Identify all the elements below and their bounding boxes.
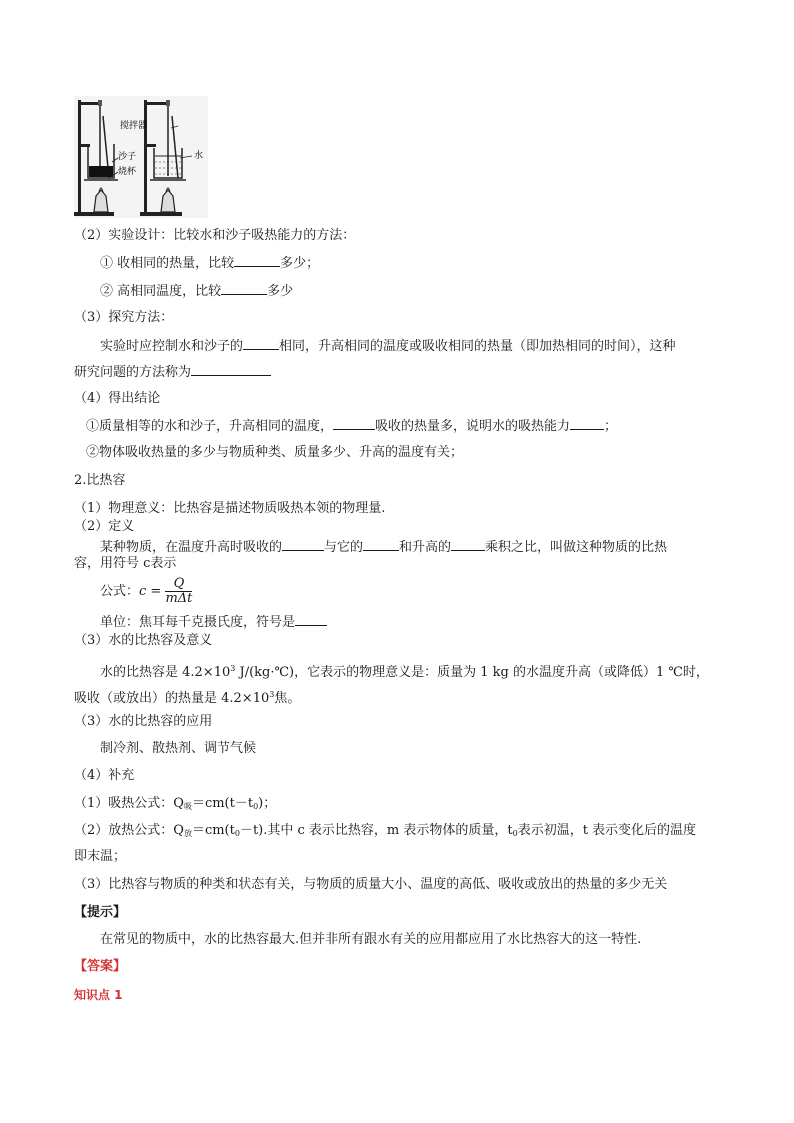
blank[interactable] <box>221 281 267 295</box>
blank[interactable] <box>570 416 604 430</box>
formula-line: 公式：c = $\frac{Q}{\text{mΔt}}$ <box>100 576 193 606</box>
definition-line-2: 容，用符号 c表示 <box>74 556 177 571</box>
definition-heading: （2）定义 <box>74 519 135 534</box>
method-line-2: 研究问题的方法称为 <box>74 362 271 382</box>
blank[interactable] <box>282 537 324 551</box>
blank[interactable] <box>451 537 485 551</box>
answer-heading: 【答案】 <box>74 959 127 974</box>
note-3: （3）比热容与物质的种类和状态有关，与物质的质量大小、温度的高低、吸收或放出的热量的多少无关 <box>74 877 668 892</box>
formula-numerator: Q <box>165 577 192 592</box>
blank[interactable] <box>234 253 280 267</box>
meaning-line: （1）物理意义：比热容是描述物质吸热本领的物理量. <box>74 501 386 516</box>
conclusion-heading: （4）得出结论 <box>74 391 161 406</box>
water-line-2: 吸收（或放出）的热量是 $4.2\times 10^3$焦。 <box>74 690 301 706</box>
absorb-formula: （1）吸热公式：$Q_吸=cm(t-t_0)$； <box>74 796 277 811</box>
apparatus-drawing <box>74 96 208 218</box>
formula-denominator: mΔt <box>165 591 193 606</box>
water-line-1: 水的比热容是 $4.2\times 10^3$ J/(kg·℃)，它表示的物理意义是：质量为 1 kg 的水温度升高（或降低）1 ℃时， <box>100 664 709 680</box>
knowledge-point: 知识点 1 <box>74 988 123 1002</box>
conclusion-line-2: ②物体吸收热量的多少与物质种类、质量多少、升高的温度有关； <box>86 445 464 460</box>
water-heading: （3）水的比热容及意义 <box>74 633 213 648</box>
tip-text: 在常见的物质中，水的比热容最大.但并非所有跟水有关的应用都应用了水比热容大的这一特性. <box>100 932 642 947</box>
tip-heading: 【提示】 <box>74 905 127 920</box>
experiment-figure <box>74 96 208 218</box>
formula-lhs: c = <box>139 584 162 599</box>
unit-line: 单位：焦耳每千克摄氏度，符号是 <box>100 612 327 632</box>
label-stirrer: 搅拌器 <box>120 121 148 131</box>
method-heading: （3）探究方法： <box>74 310 174 325</box>
label-sand: 沙子 <box>118 152 137 162</box>
supplement-heading: （4）补充 <box>74 768 135 783</box>
design-item-1: ① 收相同的热量，比较 多少； <box>100 253 319 273</box>
design-heading: （2）实验设计：比较水和沙子吸热能力的方法： <box>74 228 356 243</box>
definition-line-1: 某种物质，在温度升高时吸收的 与它的 和升高的 乘积之比，叫做这种物质的比热 <box>100 537 667 557</box>
blank[interactable] <box>191 362 271 376</box>
section-title: 2.比热容 <box>74 473 126 488</box>
release-formula: （2）放热公式：$Q_放=cm(t_0-t)$.其中 c 表示比热容，m 表示物体的质量，$t_0$表示初温，t 表示变化后的温度 <box>74 823 697 838</box>
application-line: 制冷剂、散热剂、调节气候 <box>100 741 257 756</box>
blank[interactable] <box>243 336 279 350</box>
release-line-2: 即末温； <box>74 849 127 864</box>
application-heading: （3）水的比热容的应用 <box>74 714 213 729</box>
blank[interactable] <box>295 612 327 626</box>
method-line-1: 实验时应控制水和沙子的 相同，升高相同的温度或吸收相同的热量（即加热相同的时间），这种 <box>100 336 676 356</box>
formula-fraction <box>165 577 192 606</box>
blank[interactable] <box>363 537 399 551</box>
blank[interactable] <box>333 416 375 430</box>
label-beaker: 烧杯 <box>118 167 137 177</box>
design-item-2: ② 高相同温度，比较 多少 <box>100 281 293 301</box>
label-water: 水 <box>194 151 204 161</box>
conclusion-line-1: ①质量相等的水和沙子，升高相同的温度， 吸收的热量多，说明水的吸热能力 ； <box>86 416 617 436</box>
